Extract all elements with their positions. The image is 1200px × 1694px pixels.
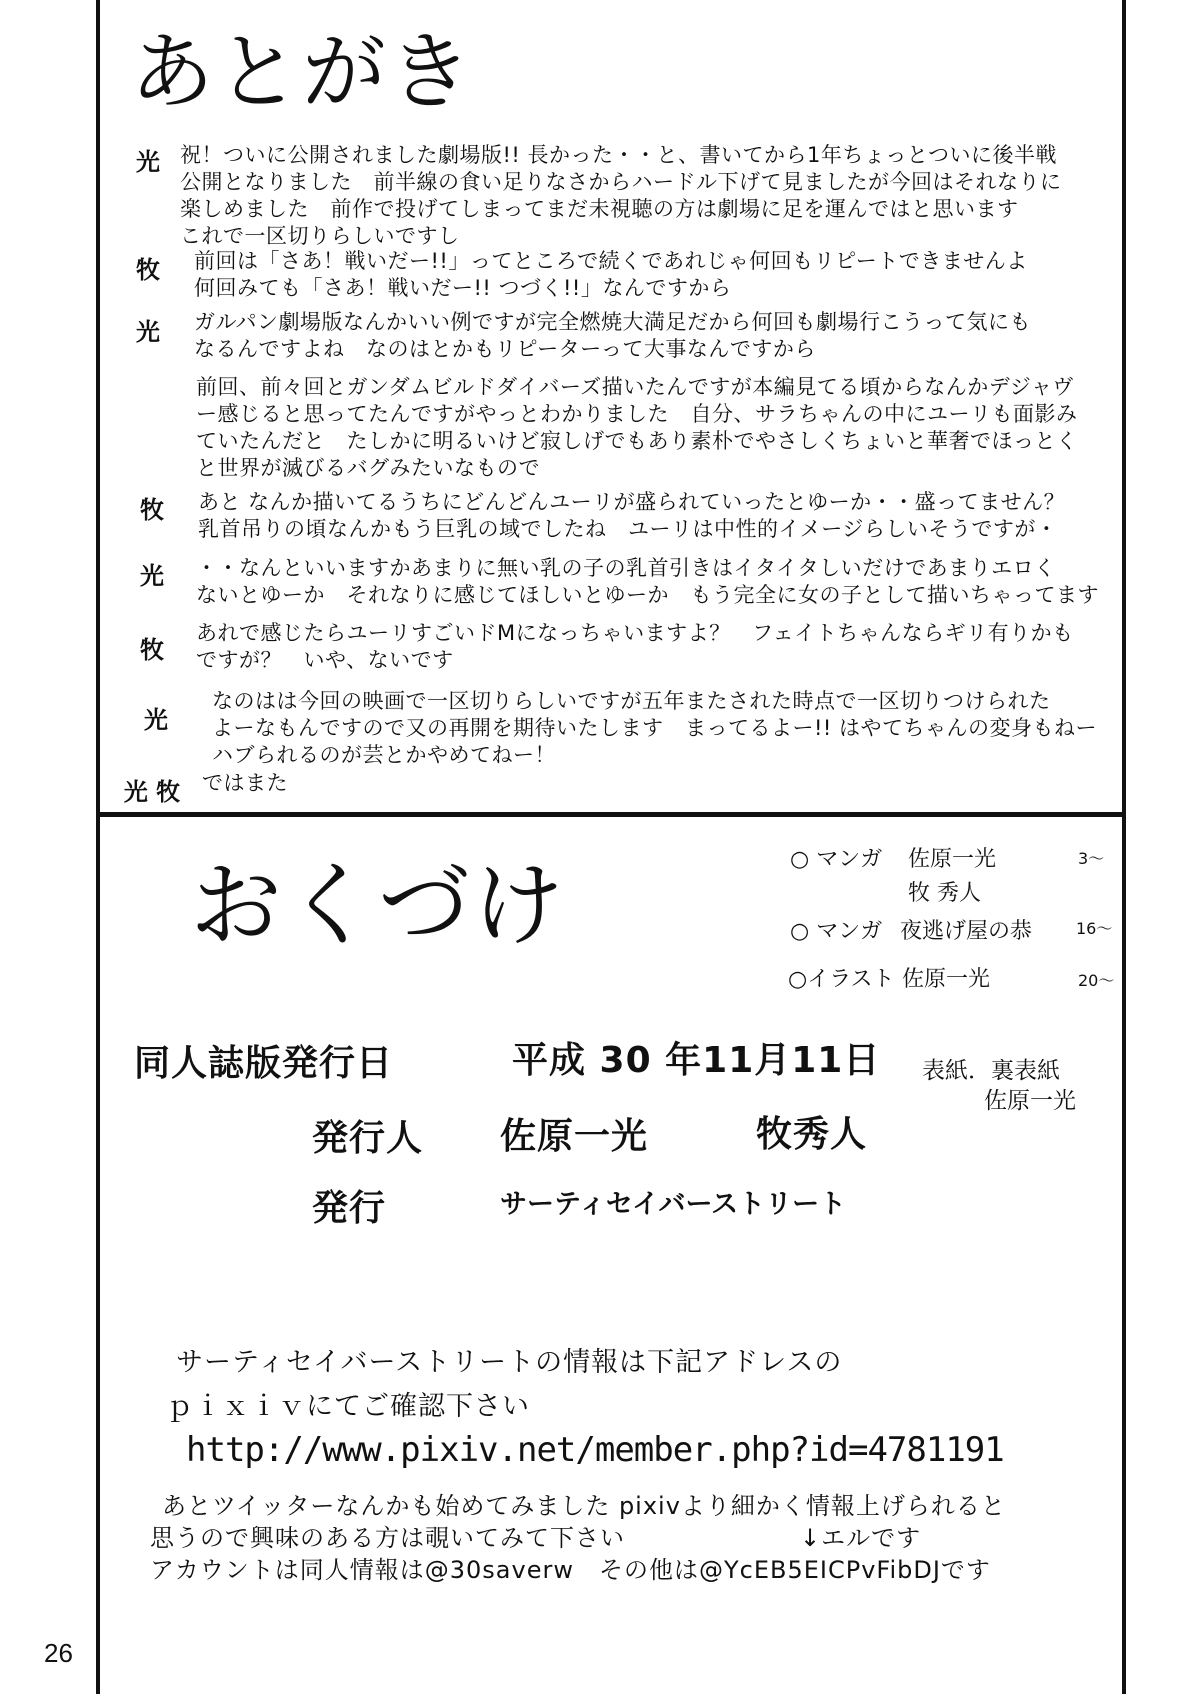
dialogue-line: ですが？ いや、ないです	[196, 648, 454, 672]
dialogue-line: よーなもんですので又の再開を期待いたします まってるよー!! はやてちゃんの変身もねー	[212, 716, 1098, 740]
okuzuke-title: おくづけ	[190, 852, 567, 959]
speaker-label: 光	[136, 318, 160, 346]
dialogue-line: 前回は「さあ！戦いだー!!」ってところで続くであれじゃ何回もリピートできませんよ	[194, 249, 1028, 273]
dialogue-line: ガルパン劇場版なんかいい例ですが完全燃焼大満足だから何回も劇場行こうって気にも	[194, 310, 1032, 334]
toc-item-page: 16～	[1076, 919, 1113, 938]
info-line: ｐｉｘｉｖにてご確認下さい	[166, 1391, 530, 1422]
toc-item-page: 3～	[1078, 849, 1105, 868]
dialogue-line: これで一区切りらしいですし	[180, 224, 460, 248]
toc-item-author: 佐原一光	[908, 847, 997, 872]
speaker-label: 牧	[136, 256, 160, 284]
atogaki-title: あとがき	[130, 23, 475, 121]
toc-item-author: 佐原一光	[902, 967, 991, 992]
toc-item-kind: ○イラスト	[788, 967, 895, 992]
speaker-label: 光	[140, 562, 164, 590]
publisher-label: 発行人	[312, 1118, 424, 1159]
speaker-label: 牧	[140, 496, 164, 524]
dialogue-line: ・・なんといいますかあまりに無い乳の子の乳首引きはイタイタしいだけであまりエロく	[196, 556, 1056, 580]
toc-item-author: 夜逃げ屋の恭	[900, 919, 1033, 944]
speaker-label: 牧	[140, 636, 164, 664]
dialogue-line: 乳首吊りの頃なんかもう巨乳の域でしたね ユーリは中性的イメージらしいそうですが・	[198, 517, 1058, 541]
page-number: 26	[44, 1638, 73, 1668]
dialogue-line: 祝！ついに公開されました劇場版!! 長かった・・と、書いてから1年ちょっとついに後半戦	[180, 143, 1057, 167]
speaker-label: 光	[144, 706, 168, 734]
dialogue-line: あれで感じたらユーリすごいドMになっちゃいますよ？ フェイトちゃんならギリ有りかも	[196, 621, 1074, 645]
dialogue-line: ていたんだと たしかに明るいけど寂しげでもあり素朴でやさしくちょいと華奢でほっとく	[196, 429, 1078, 453]
dialogue-line: ー感じると思ってたんですがやっとわかりました 自分、サラちゃんの中にユーリも面影み	[196, 402, 1078, 426]
twitter-accounts: アカウントは同人情報は@30saverw その他は@YcEB5EICPvFibDJです	[150, 1556, 991, 1584]
cover-artist: 佐原一光	[984, 1088, 1076, 1114]
toc-item-page: 20～	[1078, 971, 1115, 990]
issuer-value: サーティセイバーストリート	[500, 1189, 847, 1220]
section-divider	[96, 812, 1126, 817]
toc-item-kind: ○ マンガ	[790, 919, 883, 944]
info-line: サーティセイバーストリートの情報は下記アドレスの	[176, 1347, 843, 1378]
pub-date-label: 同人誌版発行日	[134, 1043, 394, 1084]
dialogue-line: ではまた	[202, 771, 288, 795]
toc-item-author: 牧 秀人	[908, 881, 981, 906]
dialogue-line: と世界が滅びるバグみたいなもので	[196, 456, 540, 480]
publisher-name: 牧秀人	[756, 1114, 868, 1155]
dialogue-line: 何回みても「さあ！戦いだー!! つづく!!」なんですから	[194, 276, 732, 300]
info-line: あとツイッターなんかも始めてみました pixivより細かく情報上げられると	[162, 1492, 1006, 1520]
cover-label: 表紙．裏表紙	[922, 1058, 1060, 1084]
publisher-name: 佐原一光	[500, 1116, 649, 1157]
dialogue-line: 公開となりました 前半線の食い足りなさからハードル下げて見ましたが今回はそれなりに	[180, 170, 1062, 194]
dialogue-line: ハブられるのが芸とかやめてねー！	[212, 743, 556, 767]
dialogue-line: 前回、前々回とガンダムビルドダイバーズ描いたんですが本編見てる頃からなんかデジャヴ	[196, 375, 1074, 399]
dialogue-line: なのはは今回の映画で一区切りらしいですが五年またされた時点で一区切りつけられた	[212, 689, 1051, 713]
pixiv-url: http://www.pixiv.net/member.php?id=4781191	[186, 1430, 1004, 1470]
speaker-label: 光 牧	[123, 778, 181, 806]
pub-date-value: 平成 30 年11月11日	[512, 1040, 881, 1081]
info-line: 思うので興味のある方は覗いてみて下さい ↓エルです	[150, 1524, 922, 1552]
toc-item-kind: ○ マンガ	[790, 847, 883, 872]
dialogue-line: 楽しめました 前作で投げてしまってまだ未視聴の方は劇場に足を運んではと思います	[180, 197, 1019, 221]
dialogue-line: ないとゆーか それなりに感じてほしいとゆーか もう完全に女の子として描いちゃってます	[196, 583, 1099, 607]
dialogue-line: なるんですよね なのはとかもリピーターって大事なんですから	[194, 337, 816, 361]
issuer-label: 発行	[312, 1188, 387, 1229]
dialogue-line: あと なんか描いてるうちにどんどんユーリが盛られていったとゆーか・・盛ってません？	[198, 490, 1066, 514]
speaker-label: 光	[136, 148, 160, 176]
